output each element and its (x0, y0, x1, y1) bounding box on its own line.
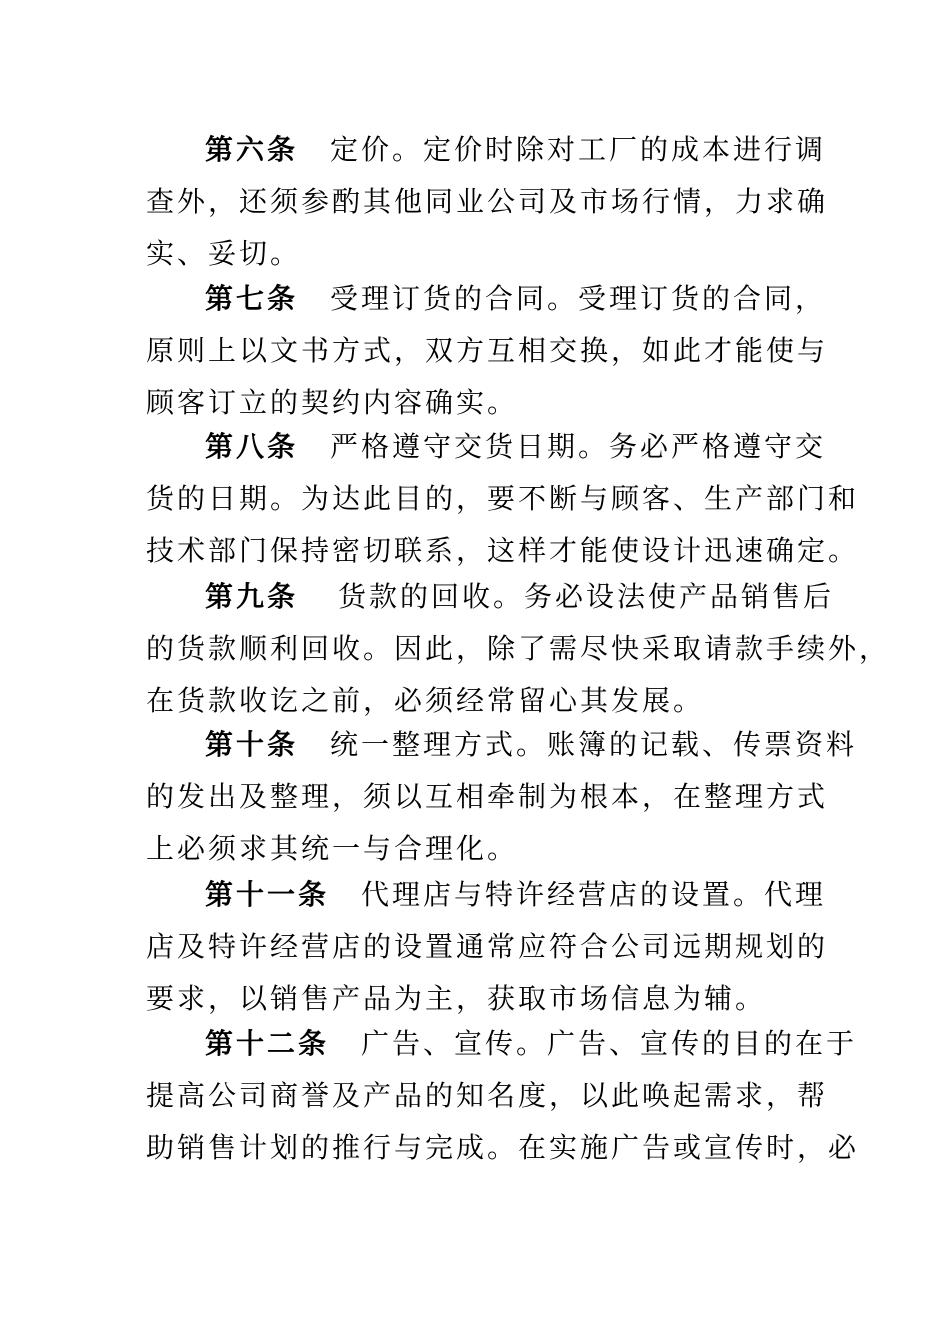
article-line: 助销售计划的推行与完成。在实施广告或宣传时，必 (146, 1131, 860, 1164)
article-text: 受理订货的合同。受理订货的合同， (330, 282, 827, 315)
article-title: 第九条 (205, 580, 299, 613)
article-line: 顾客订立的契约内容确实。 (146, 386, 519, 419)
article-line: 实、妥切。 (146, 237, 302, 270)
article-line: 上必须求其统一与合理化。 (146, 832, 519, 865)
article-line: 的货款顺利回收。因此，除了需尽快采取请款手续外， (146, 632, 891, 665)
article-title: 第六条 (205, 133, 299, 166)
article-first-line (146, 869, 826, 921)
article-first-line (146, 124, 826, 176)
article-line: 查外，还须参酌其他同业公司及市场行情，力求确 (146, 185, 829, 218)
article-line: 要求，以销售产品为主，获取市场信息为辅。 (146, 982, 767, 1015)
article-line: 店及特许经营店的设置通常应符合公司远期规划的 (146, 930, 829, 963)
article-first-line (146, 719, 858, 771)
article-first-line (146, 421, 826, 473)
article-title: 第十一条 (205, 878, 330, 911)
article-8 (146, 421, 860, 577)
article-line: 货的日期。为达此目的，要不断与顾客、生产部门和 (146, 482, 860, 515)
article-line: 在货款收讫之前，必须经常留心其发展。 (146, 684, 705, 717)
article-first-line (146, 273, 826, 325)
article-title: 第十条 (205, 728, 299, 761)
article-6 (146, 124, 829, 280)
article-9 (146, 571, 891, 727)
article-line: 提高公司商誉及产品的知名度，以此唤起需求，帮 (146, 1079, 829, 1112)
article-11 (146, 869, 829, 1025)
article-text: 货款的回收。务必设法使产品销售后 (338, 580, 835, 613)
article-10 (146, 719, 858, 875)
article-line: 技术部门保持密切联系，这样才能使设计迅速确定。 (146, 534, 860, 567)
article-12 (146, 1018, 860, 1174)
article-text: 统一整理方式。账簿的记载、传票资料 (330, 728, 858, 761)
article-text: 严格遵守交货日期。务必严格遵守交 (330, 430, 827, 463)
article-line: 的发出及整理，须以互相牵制为根本，在整理方式 (146, 780, 829, 813)
article-text: 广告、宣传。广告、宣传的目的在于 (361, 1027, 858, 1060)
article-title: 第八条 (205, 430, 299, 463)
article-first-line (146, 571, 835, 623)
article-first-line (146, 1018, 858, 1070)
article-title: 第十二条 (205, 1027, 330, 1060)
article-text: 定价。定价时除对工厂的成本进行调 (330, 133, 827, 166)
article-7 (146, 273, 829, 429)
article-line: 原则上以文书方式，双方互相交换，如此才能使与 (146, 334, 829, 367)
article-title: 第七条 (205, 282, 299, 315)
article-text: 代理店与特许经营店的设置。代理 (361, 878, 827, 911)
